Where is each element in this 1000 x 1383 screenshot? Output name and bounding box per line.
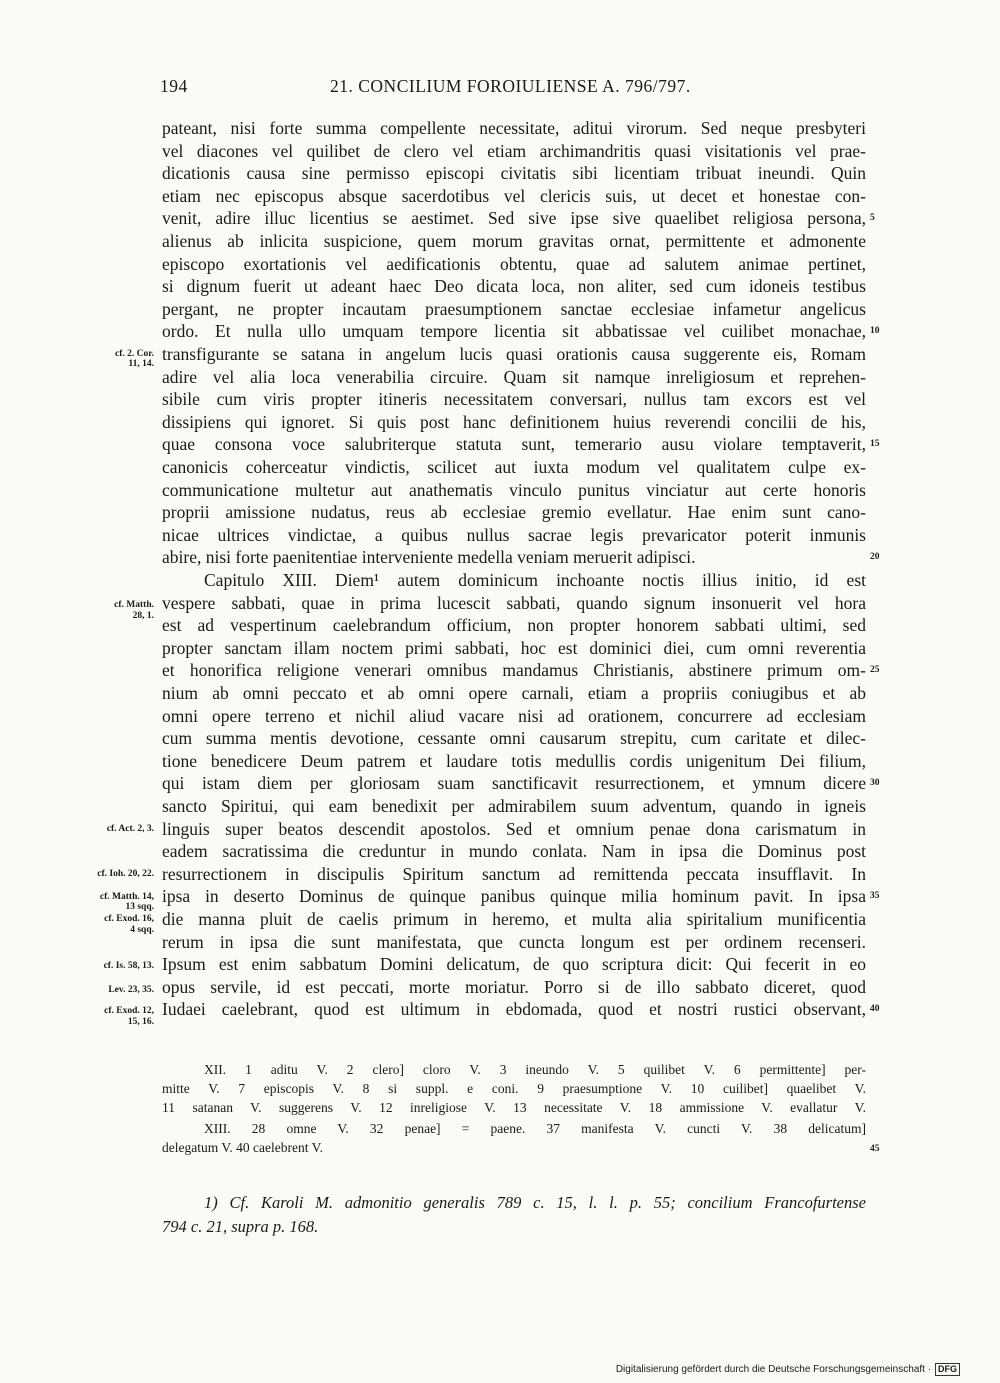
footnote-line: 1) Cf. Karoli M. admonitio generalis 789 c. 15, l. l. p. 55; concilium Francofurtense: [204, 1193, 866, 1212]
running-title: 21. CONCILIUM FOROIULIENSE A. 796/797.: [330, 76, 691, 96]
margin-reference: 13 sqq.: [125, 902, 154, 912]
margin-reference: 4 sqq.: [130, 925, 154, 935]
text-line: abire, nisi forte paenitentiae interveniente medella veniam meruerit adipisci.: [162, 547, 696, 568]
apparatus-line: mitte V. 7 episcopis V. 8 si suppl. e coni. 9 praesumptione V. 10 cuilibet] quaelibet V.: [162, 1081, 866, 1096]
text-line: sibile cum viris propter itineris necessitatem conversari, nullus tam excors est vel: [162, 389, 866, 410]
line-number: 30: [870, 778, 880, 789]
digitization-credit: [616, 1363, 960, 1376]
apparatus-line: delegatum V. 40 caelebrent V.: [162, 1140, 323, 1155]
line-number: 20: [870, 552, 880, 563]
text-line: sancto Spiritui, qui eam benedixit per admirabilem suum adventum, quando in igneis: [162, 796, 866, 816]
text-line: pateant, nisi forte summa compellente necessitate, aditui virorum. Sed neque presbyteri: [162, 118, 866, 138]
margin-reference: Lev. 23, 35.: [108, 985, 154, 995]
margin-reference: cf. Matth. 14,: [99, 892, 154, 902]
chapter-start-line: Capitulo XIII. Diem¹ autem dominicum inchoante noctis illius initio, id est: [204, 570, 866, 590]
apparatus-line: XII. 1 aditu V. 2 clero] cloro V. 3 ineundo V. 5 quilibet V. 6 permittente] per-: [204, 1062, 866, 1077]
margin-reference: cf. Exod. 12,: [104, 1006, 154, 1016]
text-line: linguis super beatos descendit apostolos. Sed et omnium penae dona carismatum in: [162, 818, 866, 839]
credit-text: Digitalisierung gefördert durch die Deutsche Forschungsgemeinschaft ·: [615, 1364, 931, 1375]
line-number: 35: [870, 891, 880, 902]
margin-reference: 15, 16.: [127, 1017, 154, 1027]
text-line: cum summa mentis devotione, cessante omni causarum strepitu, cum caritate et dilec-: [162, 728, 866, 749]
text-line: rerum in ipsa die sunt manifestata, que cuncta longum est per ordinem recenseri.: [162, 931, 866, 952]
text-line: communicatione multetur aut anathematis vinculo punitus vinciatur aut certe honoris: [162, 479, 866, 500]
text-line: est ad vespertinum caelebrandum officium, non propter honorem sabbati ultimi, sed: [162, 615, 866, 636]
text-line: proprii amissione nudatus, reus ab ecclesiae gremio evellatur. Hae enim sunt cano-: [162, 502, 866, 523]
text-line: pergant, ne propter incautam praesumptionem sanctae ecclesiae infametur angelicus: [162, 298, 866, 319]
text-line: resurrectionem in discipulis Spiritum sanctum ad remittenda peccata insufflavit. In: [162, 863, 866, 884]
apparatus-line: 11 satanan V. suggerens V. 12 inreligiose V. 13 necessitate V. 18 ammissione V. evallatur V.: [162, 1100, 866, 1115]
text-line: Ipsum est enim sabbatum Domini delicatum, de quo scriptura dicit: Qui fecerit in eo: [162, 954, 866, 975]
text-line: omni opere terreno et nichil aliud vacare nisi ad orationem, concurrere ad ecclesiam: [162, 705, 866, 726]
text-line: alienus ab inlicita suspicione, quem morum gravitas ornat, permittente et admonente: [162, 231, 866, 251]
margin-reference: cf. Matth.: [114, 600, 154, 610]
text-line: si dignum fuerit ut adeant haec Deo dicata loca, non aliter, sed cum idoneis testibus: [162, 276, 866, 297]
text-line: adire vel alia loca venerabilia circuire. Quam sit namque inreligiosum et reprehen-: [162, 366, 866, 387]
text-line: nicae ultrices vindictae, a quibus nullus sacrae legis prevaricator poterit inmunis: [162, 524, 866, 545]
text-line: venit, adire illuc licentius se aestimet. Sed sive ipse sive quaelibet religiosa persona,: [162, 208, 866, 229]
margin-reference: 11, 14.: [128, 359, 154, 369]
line-number: 40: [870, 1004, 880, 1015]
text-line: vespere sabbati, quae in prima lucescit sabbati, quando signum insonuerit vel hora: [162, 592, 866, 613]
text-line: ordo. Et nulla ullo umquam tempore licentia sit abbatissae vel cuilibet monachae,: [162, 321, 866, 342]
text-line: et honorifica religione venerari omnibus mandamus Christianis, abstinere primum om-: [162, 660, 866, 681]
text-line: ipsa in deserto Dominus de quinque panibus quinque milia hominum pavit. In ipsa: [162, 886, 866, 907]
dfg-logo: DFG: [935, 1363, 960, 1376]
page-number: 194: [160, 76, 188, 96]
line-number: 25: [870, 665, 880, 676]
running-header: [160, 76, 865, 102]
footnote-line: 794 c. 21, supra p. 168.: [162, 1217, 319, 1236]
text-line: die manna pluit de caelis primum in heremo, et multa alia spiritalium munificentia: [162, 909, 866, 929]
text-line: quae consona voce salubriterque statuta sunt, temerario ausu violare temptaverit,: [162, 434, 866, 455]
margin-reference: cf. Exod. 16,: [104, 914, 154, 924]
text-line: dissipiens qui ignoret. Si quis post hanc definitionem huius reverendi concilii de his,: [162, 411, 866, 432]
text-line: qui istam diem per gloriosam suam sanctificavit resurrectionem, et ymnum dicere: [162, 773, 866, 794]
margin-reference: cf. Ioh. 20, 22.: [97, 869, 154, 879]
text-line: dicationis causa sine permisso episcopi civitatis sibi licentiam tribuat ineundi. Quin: [162, 163, 866, 184]
line-number: 5: [870, 213, 875, 224]
text-line: vel diacones vel quilibet de clero vel etiam archimandritis quasi visitationis vel prae-: [162, 140, 866, 161]
line-number: 45: [870, 1144, 880, 1154]
text-line: episcopo exortationis vel aedificationis obtentu, quae ad salutem animae pertinet,: [162, 253, 866, 274]
margin-reference: cf. 2. Cor.: [115, 349, 154, 359]
text-line: propter sanctam illam noctem primi sabbati, hoc est dominici diei, cum omni reverentia: [162, 637, 866, 658]
apparatus-line: XIII. 28 omne V. 32 penae] = paene. 37 manifesta V. cuncti V. 38 delicatum]: [204, 1121, 866, 1136]
text-line: eadem sacratissima die creduntur in mundo conlata. Nam in ipsa die Dominus post: [162, 841, 866, 862]
margin-reference: cf. Is. 58, 13.: [103, 961, 154, 971]
text-line: canonicis coherceatur vindictis, scilicet aut iuxta modum vel qualitatem culpe ex-: [162, 457, 866, 477]
margin-reference: 28, 1.: [132, 611, 154, 621]
margin-reference: cf. Act. 2, 3.: [106, 824, 154, 834]
text-line: opus servile, id est peccati, morte moriatur. Porro si de illo sabbato diceret, quod: [162, 976, 866, 997]
text-line: tione benedicere Deum patrem et laudare totis medullis cordis unigenitum Dei filium,: [162, 750, 866, 771]
text-line: Iudaei caelebrant, quod est ultimum in ebdomada, quod et nostri rustici observant,: [162, 999, 866, 1020]
line-number: 10: [870, 326, 880, 337]
text-line: nium ab omni peccato et ab omni opere carnali, etiam a propriis coniugibus et ab: [162, 683, 866, 703]
text-line: etiam nec episcopus absque sacerdotibus vel clericis suis, ut decet et honestae con-: [162, 185, 866, 206]
line-number: 15: [870, 439, 880, 450]
text-line: transfigurante se satana in angelum lucis quasi orationis causa suggerente eis, Romam: [162, 344, 866, 364]
